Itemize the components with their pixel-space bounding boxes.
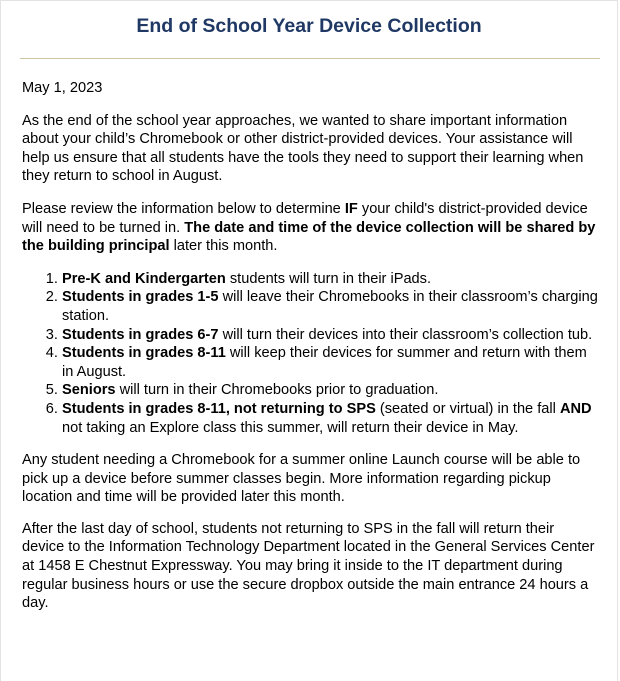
review-bold-principal: The date and time of the device collection will be shared by the building principal <box>22 219 596 255</box>
list-item <box>62 288 599 325</box>
review-text-2: your child's district-provided device will need to be turned in. <box>22 200 588 236</box>
return-device-paragraph: After the last day of school, students not returning to SPS in the fall will return their device to the Information Technology Department located in the General Services Center at 1458 E Chestnut Expressway. You may bring it inside to the IT department during regular business hours or use the secure dropbox outside the main entrance 24 hours a day. <box>22 520 595 612</box>
review-bold-if: IF <box>344 200 358 217</box>
review-text-1: Please review the information below to determine <box>22 200 345 217</box>
list-item-bold: Students in grades 8-11, not returning to SPS <box>62 400 376 417</box>
document-body <box>1 79 617 613</box>
list-item-text: students will turn in their iPads. <box>225 270 432 287</box>
device-instructions-list <box>22 270 599 437</box>
list-item-bold: Students in grades 8-11 <box>62 345 226 362</box>
title-divider <box>20 58 600 59</box>
list-item-text: (seated or virtual) in the fall <box>375 400 560 417</box>
list-item <box>62 344 599 381</box>
list-item-bold: Seniors <box>62 382 116 399</box>
list-item <box>62 400 599 437</box>
list-item <box>62 381 599 400</box>
list-item <box>62 270 599 289</box>
list-item-bold: Pre-K and Kindergarten <box>62 270 226 287</box>
list-item <box>62 326 599 345</box>
review-paragraph <box>22 200 599 256</box>
list-item-text: will leave their Chromebooks in their classroom’s charging station. <box>62 289 598 324</box>
list-item-text: will turn in their Chromebooks prior to graduation. <box>115 382 439 399</box>
list-item-text: will keep their devices for summer and return with them in August. <box>62 345 587 380</box>
page-title: End of School Year Device Collection <box>136 15 482 37</box>
intro-paragraph: As the end of the school year approaches, we wanted to share important information about your child’s Chromebook or other district-provided devices. Your assistance will help us ensure that all students have the tools they need to support their learning when they return to school in August. <box>22 112 584 185</box>
list-item-bold-and: AND <box>559 400 592 417</box>
list-item-text: will turn their devices into their classroom’s collection tub. <box>218 326 593 343</box>
review-text-3: later this month. <box>169 238 278 255</box>
letter-date: May 1, 2023 <box>22 80 103 96</box>
list-item-bold: Students in grades 6-7 <box>62 326 219 343</box>
launch-course-paragraph: Any student needing a Chromebook for a summer online Launch course will be able to pick up a device before summer classes begin. More information regarding pickup location and time will be provided later this month. <box>22 452 581 506</box>
list-item-text-2: not taking an Explore class this summer, will return their device in May. <box>62 419 519 436</box>
list-item-bold: Students in grades 1-5 <box>62 289 219 306</box>
